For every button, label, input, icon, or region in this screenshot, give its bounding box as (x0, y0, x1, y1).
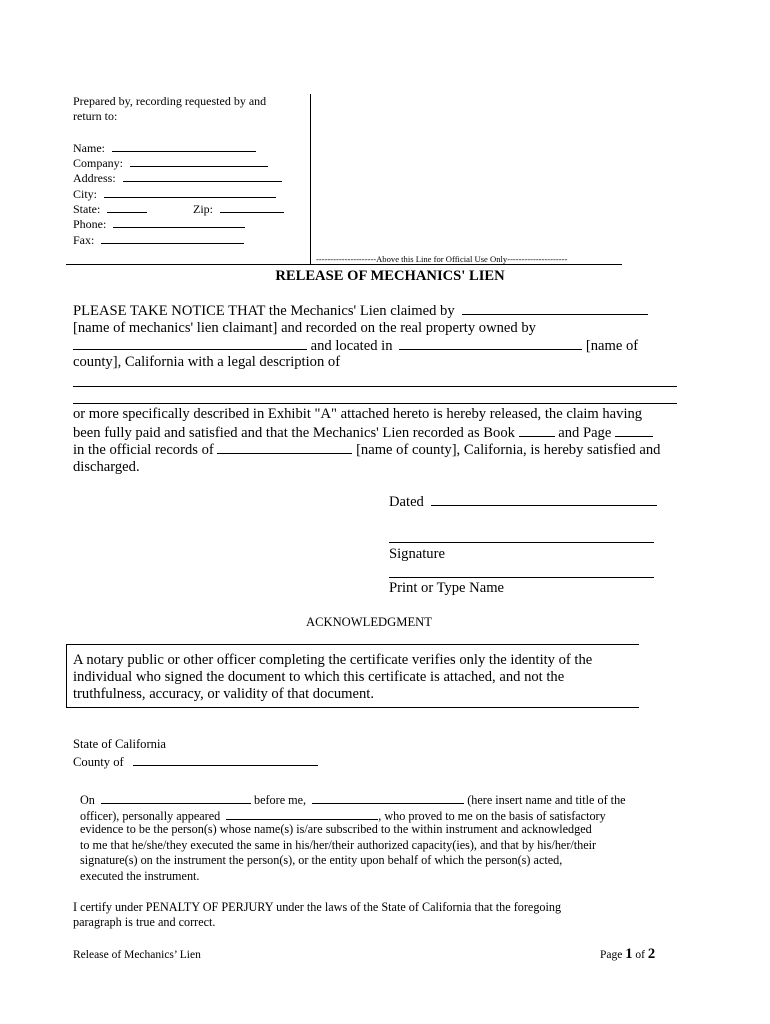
address-field[interactable] (123, 169, 282, 182)
dated-row (389, 493, 657, 511)
city-label: City: (73, 187, 98, 201)
ack-date-field[interactable] (101, 791, 251, 804)
notice-line-6-page: and Page (558, 425, 612, 441)
notice-line-3-name-of: [name of (585, 338, 639, 354)
company-label: Company: (73, 156, 123, 170)
county-of-label: County of (73, 755, 124, 769)
notice-line-7 (73, 441, 660, 459)
page-field[interactable] (615, 424, 653, 437)
company-field[interactable] (130, 154, 268, 167)
ack-on-label: On (80, 793, 95, 807)
ack-officer-field[interactable] (312, 791, 464, 804)
notice-line-6-text: been fully paid and satisfied and that the Mechanics' Lien recorded as Book (73, 425, 515, 441)
notary-notice-line-2: individual who signed the document to which this certificate is attached, and not the (73, 669, 565, 685)
property-owner-field[interactable] (73, 337, 307, 350)
notice-line-2: [name of mechanics' lien claimant] and recorded on the real property owned by (73, 320, 536, 336)
notice-line-3-text: and located in (310, 338, 393, 354)
acknowledgment-heading: ACKNOWLEDGMENT (306, 615, 432, 629)
notice-line-7-text: in the official records of (73, 442, 214, 458)
fax-label: Fax: (73, 233, 95, 247)
county-field[interactable] (399, 337, 582, 350)
print-name-line[interactable] (389, 577, 654, 578)
dated-label: Dated (389, 494, 424, 510)
official-use-rule (66, 264, 622, 265)
ack-before-me: before me, (254, 793, 307, 807)
return-block-divider (310, 94, 311, 264)
phone-label: Phone: (73, 217, 107, 231)
ack-signer-field[interactable] (226, 807, 378, 820)
address-row (73, 169, 282, 187)
legal-description-line-2[interactable] (73, 403, 677, 404)
notice-line-1-text: PLEASE TAKE NOTICE THAT the Mechanics' Lien claimed by (73, 303, 455, 319)
prepared-by-heading-line2: return to: (73, 109, 118, 123)
county-of-field[interactable] (133, 753, 318, 766)
name-label: Name: (73, 141, 105, 155)
notice-line-5: or more specifically described in Exhibit "A" attached hereto is hereby released, the claim having (73, 406, 643, 422)
fax-field[interactable] (101, 231, 244, 244)
signature-line[interactable] (389, 542, 654, 543)
ack-para-line-3: evidence to be the person(s) whose name(s) is/are subscribed to the within instrument and acknowledged (80, 822, 592, 836)
print-name-label: Print or Type Name (389, 580, 505, 596)
notice-line-6 (73, 424, 653, 442)
footer-doc-title: Release of Mechanics’ Lien (73, 949, 201, 961)
dated-field[interactable] (431, 493, 657, 506)
perjury-line-1: I certify under PENALTY OF PERJURY under the laws of the State of California that the foregoing (73, 900, 562, 914)
notary-notice-box (66, 644, 639, 708)
notary-notice-line-3: truthfulness, accuracy, or validity of that document. (73, 686, 374, 702)
legal-description-line-1[interactable] (73, 386, 677, 387)
state-field[interactable] (107, 200, 147, 213)
city-field[interactable] (104, 185, 276, 198)
notice-line-4: county], California with a legal description of (73, 354, 341, 370)
prepared-by-heading-line1: Prepared by, recording requested by and (73, 94, 267, 108)
page-title: RELEASE OF MECHANICS' LIEN (275, 268, 505, 284)
notary-notice-line-1: A notary public or other officer completing the certificate verifies only the identity of the (73, 652, 593, 668)
phone-field[interactable] (113, 215, 245, 228)
address-label: Address: (73, 171, 116, 185)
state-of-california: State of California (73, 737, 167, 751)
ack-insert-text: (here insert name and title of the (467, 793, 626, 807)
notice-line-7-rest: [name of county], California, is hereby satisfied and (356, 442, 661, 458)
state-label: State: (73, 202, 101, 216)
footer-page-label: Page (600, 949, 623, 961)
name-field[interactable] (112, 139, 256, 152)
zip-label: Zip: (193, 202, 213, 216)
ack-para-line-6: executed the instrument. (80, 869, 200, 883)
notice-line-8: discharged. (73, 459, 140, 475)
ack-para-line-5: signature(s) on the instrument the person(s), or the entity upon behalf of which the person(s) acted, (80, 853, 563, 867)
notice-line-1 (73, 302, 648, 320)
county-of-row (73, 753, 318, 770)
zip-field[interactable] (220, 200, 284, 213)
records-county-field[interactable] (217, 441, 352, 454)
footer-of-label: of (635, 949, 645, 961)
fax-row (73, 231, 244, 249)
ack-para-line-4: to me that he/she/they executed the same in his/her/their authorized capacity(ies), and that by his/her/their (80, 838, 597, 852)
ack-proved-text: , who proved to me on the basis of satisfactory (378, 809, 606, 823)
ack-personally-appeared: officer), personally appeared (80, 809, 221, 823)
footer-page-current: 1 (625, 946, 633, 962)
footer-page-number (600, 945, 655, 964)
official-use-line: ---------------------Above this Line for Official Use Only--------------------- (316, 254, 568, 264)
notice-line-3 (73, 337, 638, 355)
book-field[interactable] (519, 424, 555, 437)
phone-row (73, 215, 245, 233)
perjury-line-2: paragraph is true and correct. (73, 915, 216, 929)
footer-page-total: 2 (647, 946, 656, 962)
signature-label: Signature (389, 546, 445, 562)
lien-claimant-field[interactable] (462, 302, 648, 315)
ack-para-line-1 (80, 791, 626, 809)
